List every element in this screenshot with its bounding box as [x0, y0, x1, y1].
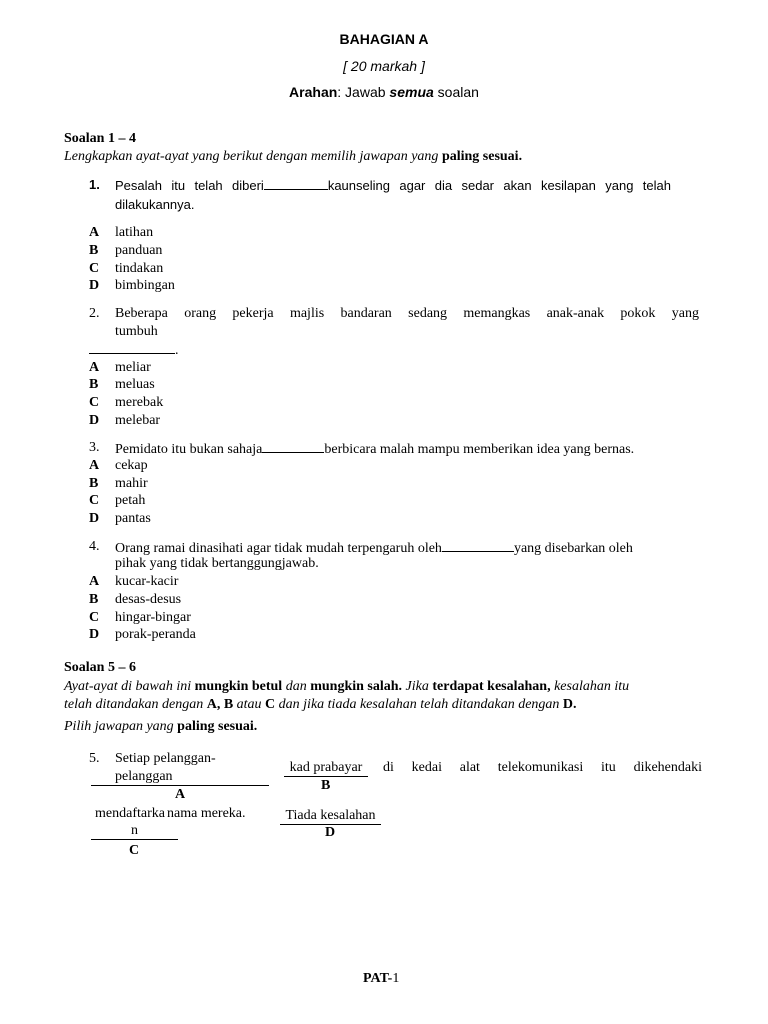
page-number: 1 — [392, 971, 400, 986]
q4-option-text: desas-desus — [115, 592, 182, 607]
q5-mid-text: nama mereka. — [167, 806, 246, 821]
q2-option-text: melebar — [115, 413, 161, 428]
q3-text-after: berbicara malah mampu memberikan idea yang bernas. — [324, 442, 635, 457]
s2-bold: terdapat kesalahan, — [432, 679, 551, 694]
page-footer — [363, 971, 399, 987]
q5-segment-c-line2: n — [91, 823, 178, 840]
q3-option-text: mahir — [115, 476, 148, 491]
q4-blank — [442, 539, 514, 552]
q3-option-text: cekap — [115, 458, 148, 473]
q2-option-letter: C — [89, 395, 100, 410]
q1-option-text: latihan — [115, 225, 154, 240]
q1-line2: dilakukannya. — [115, 197, 195, 212]
q5-number: 5. — [89, 751, 100, 766]
q1-option-letter: B — [89, 243, 99, 258]
s2-text: Pilih jawapan yang — [64, 719, 178, 734]
s2-text: telah ditandakan dengan — [64, 697, 207, 712]
s2-bold: paling sesuai. — [177, 719, 258, 734]
q2-number: 2. — [89, 306, 100, 321]
q4-option-letter: D — [89, 627, 100, 642]
s2-bold: D. — [562, 697, 577, 712]
s2-bold: C — [265, 697, 276, 712]
q3-text-before: Pemidato itu bukan sahaja — [115, 442, 263, 457]
section1-instruction-bold: paling sesuai. — [441, 149, 523, 164]
s2-text: kesalahan itu — [550, 679, 630, 694]
q2-line2: tumbuh — [115, 324, 158, 339]
s2-text: atau — [233, 697, 266, 712]
instruction-post: soalan — [433, 84, 479, 100]
q3-option-text: petah — [115, 493, 146, 508]
q4-option-letter: C — [89, 610, 100, 625]
s2-bold: mungkin betul — [194, 679, 283, 694]
s2-bold: mungkin salah. — [310, 679, 403, 694]
q3-option-letter: D — [89, 511, 100, 526]
instruction-line — [0, 84, 768, 100]
q1-option-text: panduan — [115, 243, 163, 258]
q2-blank-line — [89, 341, 179, 359]
q1-text-after: kaunseling agar dia sedar akan kesilapan yang telah — [327, 178, 671, 193]
q4-option-letter: B — [89, 592, 99, 607]
q4-option-text: hingar-bingar — [115, 610, 191, 625]
q5-label-c: C — [129, 843, 140, 858]
q2-option-letter: A — [89, 360, 100, 375]
section1-heading: Soalan 1 – 4 — [64, 131, 136, 146]
q1-number: 1. — [89, 177, 100, 192]
q5-label-a: A — [175, 787, 186, 802]
s2-text: dan jika tiada kesalahan telah ditandakan dengan — [275, 697, 563, 712]
q4-text-after: yang disebarkan oleh — [513, 541, 633, 556]
q4-number: 4. — [89, 539, 100, 554]
q2-option-text: meluas — [115, 377, 155, 392]
q4-line1 — [115, 539, 633, 557]
q3-option-text: pantas — [115, 511, 151, 526]
instruction-label: Arahan — [289, 84, 338, 100]
section1-instruction — [64, 149, 522, 165]
footer-code: PAT- — [363, 971, 393, 986]
marks-label: [ 20 markah ] — [343, 58, 425, 74]
q2-line1: Beberapa orang pekerja majlis bandaran sedang memangkas anak-anak pokok yang — [115, 306, 699, 321]
q3-option-letter: B — [89, 476, 99, 491]
q4-option-text: kucar-kacir — [115, 574, 179, 589]
q5-segment-a-line1: Setiap pelanggan- — [115, 751, 216, 766]
q1-text-before: Pesalah itu telah diberi — [115, 178, 264, 193]
s2-text: Jika — [402, 679, 433, 694]
section2-instruction-line2 — [64, 697, 577, 713]
q2-option-text: merebak — [115, 395, 164, 410]
q2-option-letter: B — [89, 377, 99, 392]
q3-option-letter: C — [89, 493, 100, 508]
section-title: BAHAGIAN A — [339, 31, 429, 47]
q3-option-letter: A — [89, 458, 100, 473]
q2-option-letter: D — [89, 413, 100, 428]
instruction-pre: : Jawab — [337, 84, 390, 100]
q2-option-text: meliar — [115, 360, 151, 375]
q2-blank — [89, 341, 175, 354]
section2-heading: Soalan 5 – 6 — [64, 660, 136, 675]
q3-blank — [262, 440, 324, 453]
q1-option-letter: C — [89, 261, 100, 276]
q5-segment-c-line1: mendaftarka — [95, 806, 165, 821]
q5-segment-b: kad prabayar — [284, 760, 368, 777]
instruction-emphasis: semua — [389, 84, 434, 100]
q5-segment-a-line2: pelanggan — [91, 769, 269, 786]
q4-option-letter: A — [89, 574, 100, 589]
q1-option-letter: A — [89, 225, 100, 240]
s2-bold: A, B — [206, 697, 234, 712]
q4-text-before: Orang ramai dinasihati agar tidak mudah terpengaruh oleh — [115, 541, 442, 556]
section2-instruction-line1 — [64, 679, 629, 695]
q5-label-d: D — [325, 825, 336, 840]
q1-option-text: bimbingan — [115, 278, 175, 293]
section1-instruction-text: Lengkapkan ayat-ayat yang berikut dengan memilih jawapan yang — [64, 149, 442, 164]
q5-rest-line1: di kedai alat telekomunikasi itu dikehendaki — [383, 760, 702, 775]
q1-line1 — [115, 177, 671, 193]
q4-option-text: porak-peranda — [115, 627, 196, 642]
q2-end: . — [175, 343, 179, 358]
q1-blank — [264, 177, 328, 190]
q3-line1 — [115, 440, 634, 458]
q4-line2: pihak yang tidak bertanggungjawab. — [115, 556, 319, 571]
q3-number: 3. — [89, 440, 100, 455]
q1-option-text: tindakan — [115, 261, 164, 276]
s2-text: dan — [282, 679, 311, 694]
q5-segment-d: Tiada kesalahan — [280, 808, 381, 825]
q1-option-letter: D — [89, 278, 100, 293]
s2-text: Ayat-ayat di bawah ini — [64, 679, 195, 694]
q5-label-b: B — [321, 778, 331, 793]
section2-instruction-line3 — [64, 719, 257, 735]
